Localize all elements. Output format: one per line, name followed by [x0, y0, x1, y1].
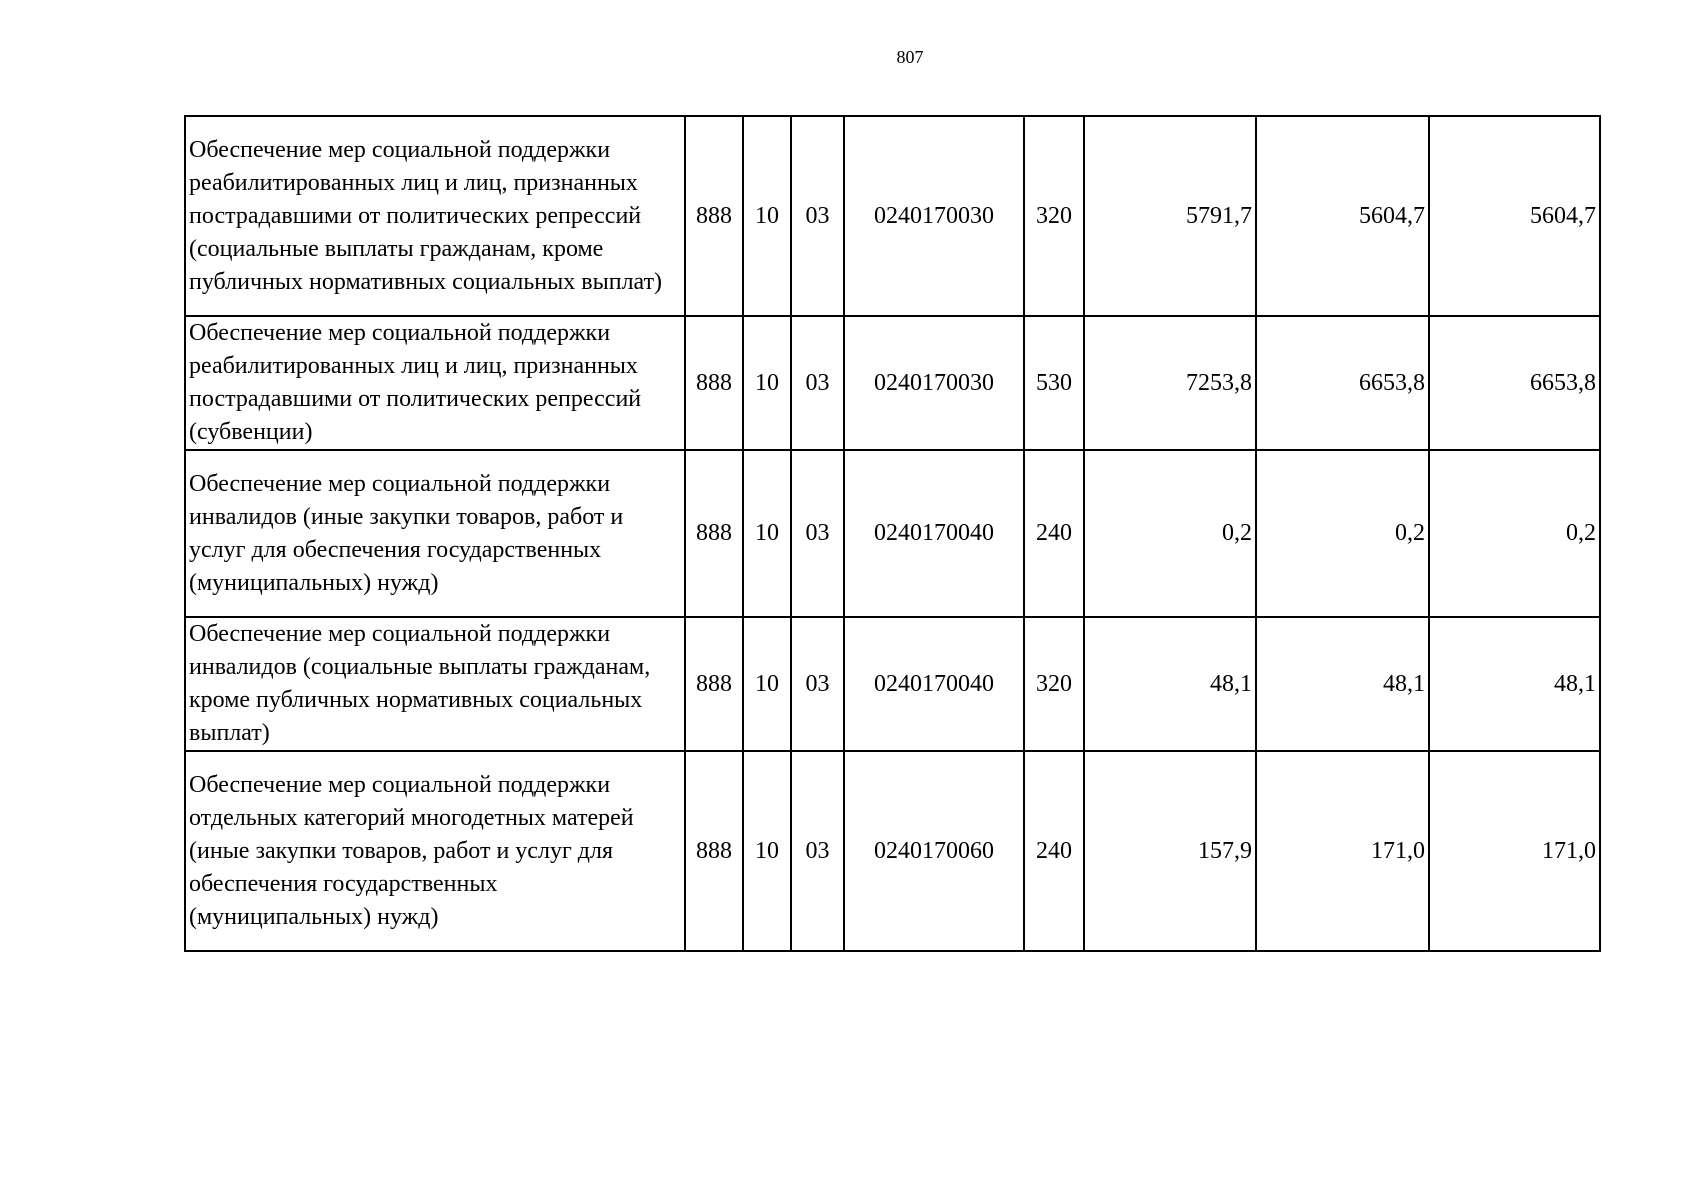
- cell-section: 10: [743, 617, 791, 751]
- cell-ministry: 888: [685, 116, 743, 316]
- cell-subsection: 03: [791, 617, 844, 751]
- cell-sum-1: 5791,7: [1084, 116, 1256, 316]
- cell-sum-2: 171,0: [1256, 751, 1429, 951]
- cell-name: Обеспечение мер социальной поддержки инвалидов (иные закупки товаров, работ и услуг для обеспечения государственных (муниципальных) нужд): [185, 450, 685, 617]
- table-row: [185, 116, 1600, 316]
- cell-sum-2: 0,2: [1256, 450, 1429, 617]
- cell-target: 0240170040: [844, 617, 1024, 751]
- cell-sum-3: 0,2: [1429, 450, 1600, 617]
- cell-target: 0240170030: [844, 316, 1024, 450]
- cell-section: 10: [743, 751, 791, 951]
- cell-sum-3: 171,0: [1429, 751, 1600, 951]
- cell-subsection: 03: [791, 116, 844, 316]
- cell-sum-1: 48,1: [1084, 617, 1256, 751]
- cell-expense-type: 240: [1024, 450, 1084, 617]
- cell-expense-type: 530: [1024, 316, 1084, 450]
- cell-sum-1: 157,9: [1084, 751, 1256, 951]
- cell-name: Обеспечение мер социальной поддержки отдельных категорий многодетных матерей (иные закупки товаров, работ и услуг для обеспечения государственных (муниципальных) нужд): [185, 751, 685, 951]
- cell-expense-type: 320: [1024, 617, 1084, 751]
- cell-sum-3: 48,1: [1429, 617, 1600, 751]
- cell-subsection: 03: [791, 450, 844, 617]
- cell-name: Обеспечение мер социальной поддержки инвалидов (социальные выплаты гражданам, кроме публичных нормативных социальных выплат): [185, 617, 685, 751]
- cell-ministry: 888: [685, 450, 743, 617]
- cell-section: 10: [743, 316, 791, 450]
- cell-sum-3: 6653,8: [1429, 316, 1600, 450]
- budget-table: [184, 115, 1601, 952]
- cell-target: 0240170040: [844, 450, 1024, 617]
- table-row: [185, 751, 1600, 951]
- page-number: 807: [896, 47, 924, 67]
- cell-subsection: 03: [791, 316, 844, 450]
- cell-section: 10: [743, 450, 791, 617]
- cell-name: Обеспечение мер социальной поддержки реабилитированных лиц и лиц, признанных пострадавшими от политических репрессий (субвенции): [185, 316, 685, 450]
- table-row: [185, 316, 1600, 450]
- cell-sum-1: 0,2: [1084, 450, 1256, 617]
- cell-expense-type: 240: [1024, 751, 1084, 951]
- cell-subsection: 03: [791, 751, 844, 951]
- cell-expense-type: 320: [1024, 116, 1084, 316]
- cell-target: 0240170030: [844, 116, 1024, 316]
- cell-ministry: 888: [685, 316, 743, 450]
- cell-sum-2: 5604,7: [1256, 116, 1429, 316]
- cell-sum-2: 6653,8: [1256, 316, 1429, 450]
- cell-section: 10: [743, 116, 791, 316]
- cell-sum-2: 48,1: [1256, 617, 1429, 751]
- cell-sum-3: 5604,7: [1429, 116, 1600, 316]
- table-row: [185, 450, 1600, 617]
- cell-ministry: 888: [685, 751, 743, 951]
- cell-name: Обеспечение мер социальной поддержки реабилитированных лиц и лиц, признанных пострадавшими от политических репрессий (социальные выплаты гражданам, кроме публичных нормативных социальных выплат): [185, 116, 685, 316]
- table-row: [185, 617, 1600, 751]
- cell-sum-1: 7253,8: [1084, 316, 1256, 450]
- cell-ministry: 888: [685, 617, 743, 751]
- cell-target: 0240170060: [844, 751, 1024, 951]
